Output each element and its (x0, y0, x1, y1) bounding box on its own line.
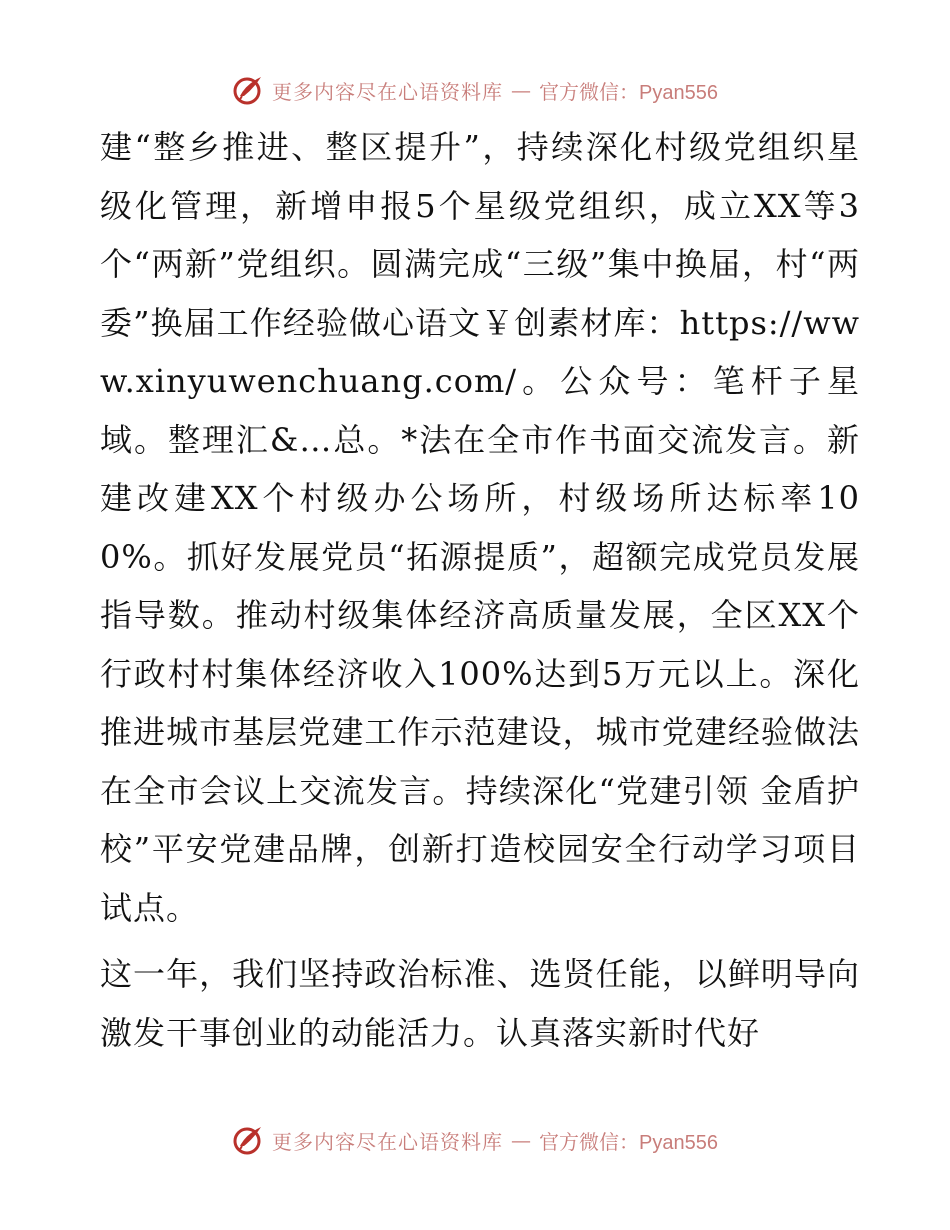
footer-wechat-text: 官方微信：Pyan556 (539, 1131, 718, 1154)
paragraph-1: 建“整乡推进、整区提升”，持续深化村级党组织星级化管理，新增申报5个星级党组织，成立XX等3个“两新”党组织。圆满完成“三级”集中换届，村“两委”换届工作经验做心语文￥创素材库：https://www.xinyuwenchuang.com/。公众号：笔杆子星域。整理汇&…总。*法在全市作书面交流发言。新建改建XX个村级办公场所，村级场所达标率100%。抓好发展党员“拓源提质”，超额完成党员发展指导数。推动村级集体经济高质量发展，全区XX个行政村村集体经济收入100%达到5万元以上。深化推进城市基层党建工作示范建设，城市党建经验做法在全市会议上交流发言。持续深化“党建引领 金盾护校”平安党建品牌，创新打造校园安全行动学习项目试点。 (100, 128, 860, 927)
quill-pen-logo-icon (232, 74, 264, 106)
header-banner-text: 更多内容尽在心语资料库 (272, 79, 504, 104)
header-wechat-text: 官方微信：Pyan556 (539, 81, 718, 104)
paragraph-2: 这一年，我们坚持政治标准、选贤任能，以鲜明导向激发干事创业的动能活力。认真落实新时代好 (100, 955, 860, 1052)
document-body (100, 118, 860, 1062)
footer-banner-separator: — (511, 1128, 532, 1152)
footer-banner-text: 更多内容尽在心语资料库 (272, 1129, 504, 1154)
header-banner-separator: — (511, 78, 532, 102)
quill-pen-logo-icon (232, 1124, 264, 1156)
footer-banner (0, 1120, 950, 1160)
header-banner (0, 70, 950, 110)
